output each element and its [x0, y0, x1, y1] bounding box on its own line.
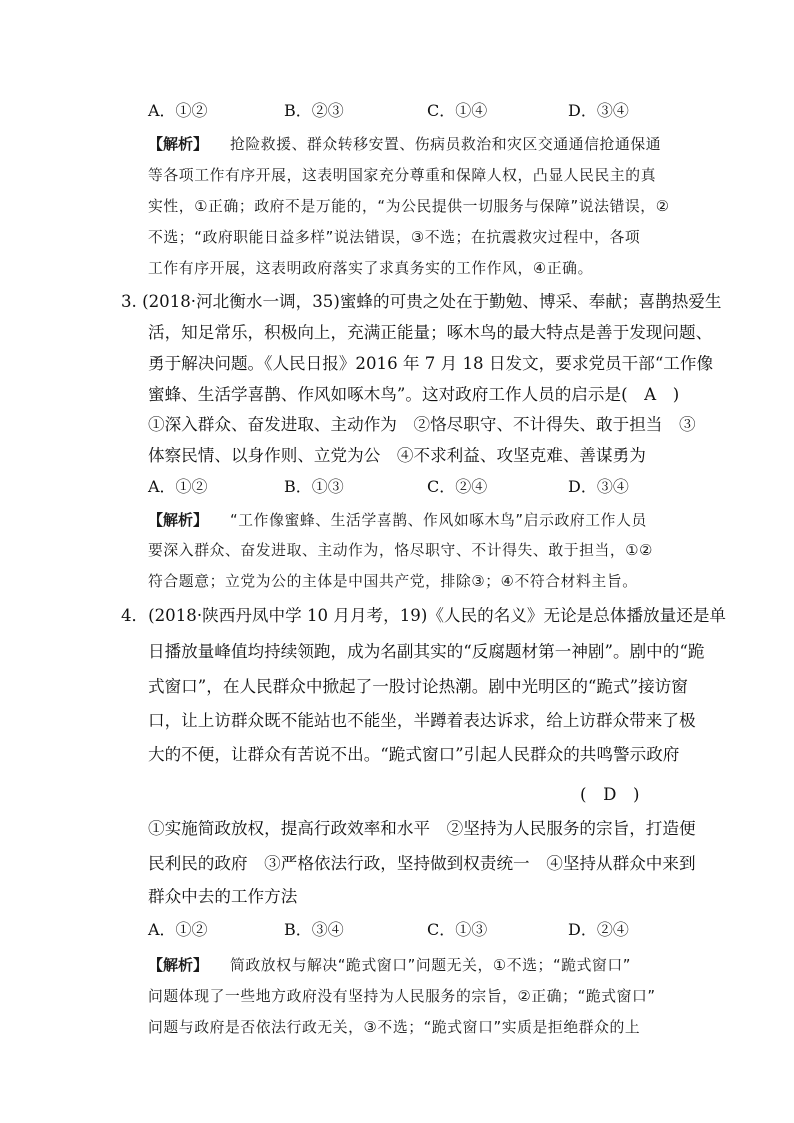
q3-analysis-line-2: 要深入群众、奋发进取、主动作为，恪尽职守、不计得失、敢于担当，①②: [148, 542, 654, 559]
q2-analysis-label: 【解析】: [148, 135, 209, 153]
q3-option-c: C．②④: [427, 477, 488, 496]
q3-stem-line-2: 活，知足常乐，积极向上，充满正能量；啄木鸟的最大特点是善于发现问题、: [148, 323, 713, 342]
q4-options: [148, 919, 648, 941]
q4-stem-line-7: 民利民的政府 ③严格依法行政，坚持做到权责统一 ④坚持从群众中来到: [148, 854, 696, 873]
q3-option-b: B．①③: [284, 477, 344, 496]
q3-analysis-line-3: 符合题意；立党为公的主体是中国共产党，排除③；④不符合材料主旨。: [148, 573, 638, 590]
q4-stem-line-4: 口，让上访群众既不能站也不能坐，半蹲着表达诉求，给上访群众带来了极: [148, 711, 696, 730]
q3-stem-line-1: 3. (2018·河北衡水一调，35)蜜蜂的可贵之处在于勤勉、博采、奉献；喜鹊热爱生: [121, 292, 722, 311]
q3-options: [148, 476, 648, 498]
q2-analysis-line-5: 工作有序开展，这表明政府落实了求真务实的工作作风，④正确。: [148, 260, 593, 277]
q4-option-a: A．①②: [148, 920, 208, 939]
q2-option-a: A．①②: [148, 101, 208, 120]
q4-stem-line-2: 日播放量峰值均持续领跑，成为名副其实的“反腐题材第一神剧”。剧中的“跪: [148, 642, 705, 661]
q2-options: [148, 100, 648, 122]
q3-stem-line-3: 勇于解决问题。《人民日报》2016 年 7 月 18 日发文，要求党员干部“工作像: [148, 354, 714, 373]
q2-analysis-line-3: 实性，①正确；政府不是万能的，“为公民提供一切服务与保障”说法错误，②: [148, 198, 670, 215]
q2-option-c: C．①④: [427, 101, 488, 120]
q4-option-b: B．③④: [284, 920, 344, 939]
q4-analysis-line-1: [148, 954, 631, 976]
q4-answer: ( D ): [580, 785, 640, 804]
q4-stem-line-1: 4．(2018·陕西丹凤中学 10 月月考，19)《人民的名义》无论是总体播放量还是单: [121, 606, 727, 625]
q4-analysis-text-1: 简政放权与解决“跪式窗口”问题无关，①不选；“跪式窗口”: [230, 957, 632, 974]
q2-analysis-line-4: 不选；“政府职能日益多样”说法错误，③不选；在抗震救灾过程中，各项: [148, 229, 641, 246]
q3-stem-line-5: ①深入群众、奋发进取、主动作为 ②恪尽职守、不计得失、敢于担当 ③: [148, 415, 696, 434]
q4-stem-line-3: 式窗口”，在人民群众中掀起了一股讨论热潮。剧中光明区的“跪式”接访窗: [148, 677, 688, 696]
q2-analysis-text-1: 抢险救援、群众转移安置、伤病员救治和灾区交通通信抢通保通: [230, 136, 662, 153]
q4-option-c: C．①③: [427, 920, 488, 939]
q2-option-b: B．②③: [284, 101, 344, 120]
q4-stem-line-8: 群众中去的工作方法: [148, 887, 298, 906]
q3-analysis-text-1: “工作像蜜蜂、生活学喜鹊、作风如啄木鸟”启示政府工作人员: [230, 512, 647, 529]
q4-option-d: D．②④: [568, 920, 629, 939]
q3-stem-line-4: 蜜蜂、生活学喜鹊、作风如啄木鸟”。这对政府工作人员的启示是( A ): [148, 385, 680, 404]
q2-analysis-line-1: [148, 133, 661, 155]
q4-analysis-label: 【解析】: [148, 956, 209, 974]
q2-option-d: D．③④: [568, 101, 629, 120]
q3-option-d: D．③④: [568, 477, 629, 496]
q4-analysis-line-2: 问题体现了一些地方政府没有坚持为人民服务的宗旨，②正确；“跪式窗口”: [148, 988, 656, 1005]
q3-stem-line-6: 体察民情、以身作则、立党为公 ④不求利益、攻坚克难、善谋勇为: [148, 446, 646, 465]
q3-analysis-label: 【解析】: [148, 511, 209, 529]
q2-analysis-line-2: 等各项工作有序开展，这表明国家充分尊重和保障人权，凸显人民民主的真: [148, 167, 657, 184]
q4-stem-line-5: 大的不便，让群众有苦说不出。“跪式窗口”引起人民群众的共鸣警示政府: [148, 745, 680, 764]
q3-option-a: A．①②: [148, 477, 208, 496]
q3-analysis-line-1: [148, 509, 647, 531]
q4-analysis-line-3: 问题与政府是否依法行政无关，③不选；“跪式窗口”实质是拒绝群众的上: [148, 1019, 641, 1036]
q4-stem-line-6: ①实施简政放权，提高行政效率和水平 ②坚持为人民服务的宗旨，打造便: [148, 819, 696, 838]
